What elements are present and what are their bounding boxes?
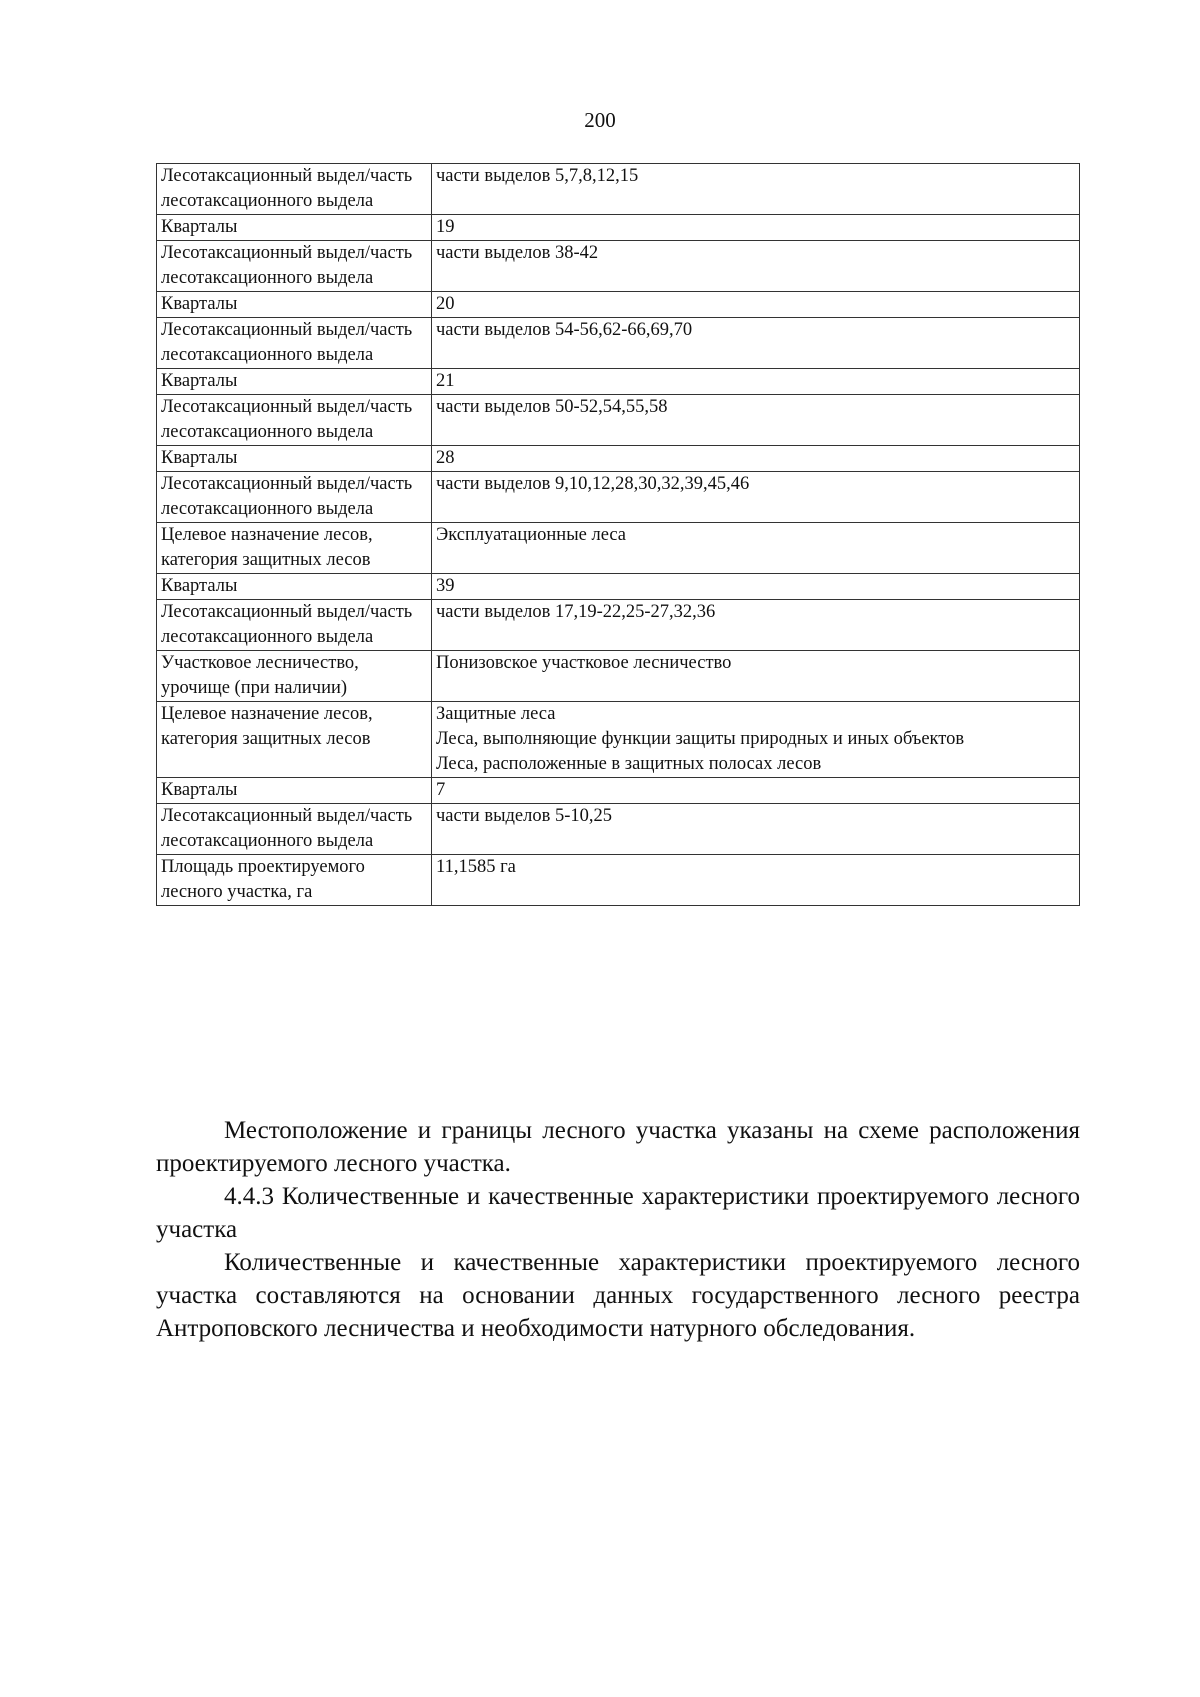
row-value-line: 21 [436, 371, 455, 391]
row-value [432, 318, 1080, 369]
row-value-line: Леса, расположенные в защитных полосах лесов [436, 754, 822, 774]
row-label: Целевое назначение лесов, категория защитных лесов [157, 523, 432, 574]
row-value-line: Эксплуатационные леса [436, 525, 627, 545]
row-value-line: 20 [436, 294, 455, 314]
row-value [432, 702, 1080, 778]
table-row [157, 446, 1080, 472]
row-value [432, 523, 1080, 574]
row-value-line: Леса, выполняющие функции защиты природных и иных объектов [436, 729, 965, 749]
row-value [432, 446, 1080, 472]
row-value-line: 39 [436, 576, 455, 596]
row-value-line: части выделов 38-42 [436, 243, 599, 263]
row-value [432, 472, 1080, 523]
section-heading-4-4-3: 4.4.3 Количественные и качественные характеристики проектируемого лесного участка [156, 1183, 1080, 1243]
row-value-line: части выделов 9,10,12,28,30,32,39,45,46 [436, 474, 750, 494]
characteristics-paragraph: Количественные и качественные характеристики проектируемого лесного участка составляются на основании данных государственного лесного реестра Антроповского лесничества и необходимости натурного обследования. [156, 1249, 1080, 1342]
row-value [432, 369, 1080, 395]
table-row [157, 523, 1080, 574]
row-value-line: части выделов 17,19-22,25-27,32,36 [436, 602, 716, 622]
row-label: Лесотаксационный выдел/часть лесотаксационного выдела [157, 241, 432, 292]
row-label: Кварталы [157, 292, 432, 318]
page-number: 200 [584, 108, 616, 132]
table-row [157, 472, 1080, 523]
row-value [432, 651, 1080, 702]
table-row [157, 318, 1080, 369]
table-row [157, 241, 1080, 292]
table-row [157, 215, 1080, 241]
row-label: Кварталы [157, 778, 432, 804]
body-text [156, 1114, 1080, 1345]
row-value [432, 778, 1080, 804]
row-value [432, 600, 1080, 651]
row-value-line: 19 [436, 217, 455, 237]
row-value [432, 395, 1080, 446]
row-label: Участковое лесничество, урочище (при наличии) [157, 651, 432, 702]
table-row [157, 600, 1080, 651]
table-row [157, 778, 1080, 804]
table-row [157, 702, 1080, 778]
row-value [432, 804, 1080, 855]
row-label: Кварталы [157, 446, 432, 472]
row-label: Лесотаксационный выдел/часть лесотаксационного выдела [157, 600, 432, 651]
row-value-line: Защитные леса [436, 704, 556, 724]
row-label: Кварталы [157, 215, 432, 241]
row-value-line: части выделов 54-56,62-66,69,70 [436, 320, 693, 340]
row-value [432, 292, 1080, 318]
row-value [432, 215, 1080, 241]
table-row [157, 855, 1080, 906]
row-label: Кварталы [157, 574, 432, 600]
row-label: Лесотаксационный выдел/часть лесотаксационного выдела [157, 318, 432, 369]
row-label: Кварталы [157, 369, 432, 395]
table-row [157, 804, 1080, 855]
row-label: Лесотаксационный выдел/часть лесотаксационного выдела [157, 472, 432, 523]
row-value-line: 7 [436, 780, 446, 800]
row-value-line: части выделов 50-52,54,55,58 [436, 397, 668, 417]
row-label: Площадь проектируемого лесного участка, га [157, 855, 432, 906]
table-row [157, 651, 1080, 702]
table-row [157, 292, 1080, 318]
row-value-line: части выделов 5-10,25 [436, 806, 613, 826]
table-row [157, 164, 1080, 215]
table-row [157, 395, 1080, 446]
row-value-line: Понизовское участковое лесничество [436, 653, 732, 673]
row-value [432, 241, 1080, 292]
row-value-line: части выделов 5,7,8,12,15 [436, 166, 639, 186]
table-row [157, 574, 1080, 600]
forest-plot-table [156, 163, 1080, 906]
row-value-line: 28 [436, 448, 455, 468]
table-row [157, 369, 1080, 395]
row-label: Целевое назначение лесов, категория защитных лесов [157, 702, 432, 778]
row-label: Лесотаксационный выдел/часть лесотаксационного выдела [157, 395, 432, 446]
location-paragraph: Местоположение и границы лесного участка указаны на схеме расположения проектируемого лесного участка. [156, 1117, 1080, 1177]
table-body [157, 164, 1080, 906]
row-value [432, 574, 1080, 600]
row-value-line: 11,1585 га [436, 857, 516, 877]
row-label: Лесотаксационный выдел/часть лесотаксационного выдела [157, 164, 432, 215]
row-label: Лесотаксационный выдел/часть лесотаксационного выдела [157, 804, 432, 855]
row-value [432, 164, 1080, 215]
row-value [432, 855, 1080, 906]
